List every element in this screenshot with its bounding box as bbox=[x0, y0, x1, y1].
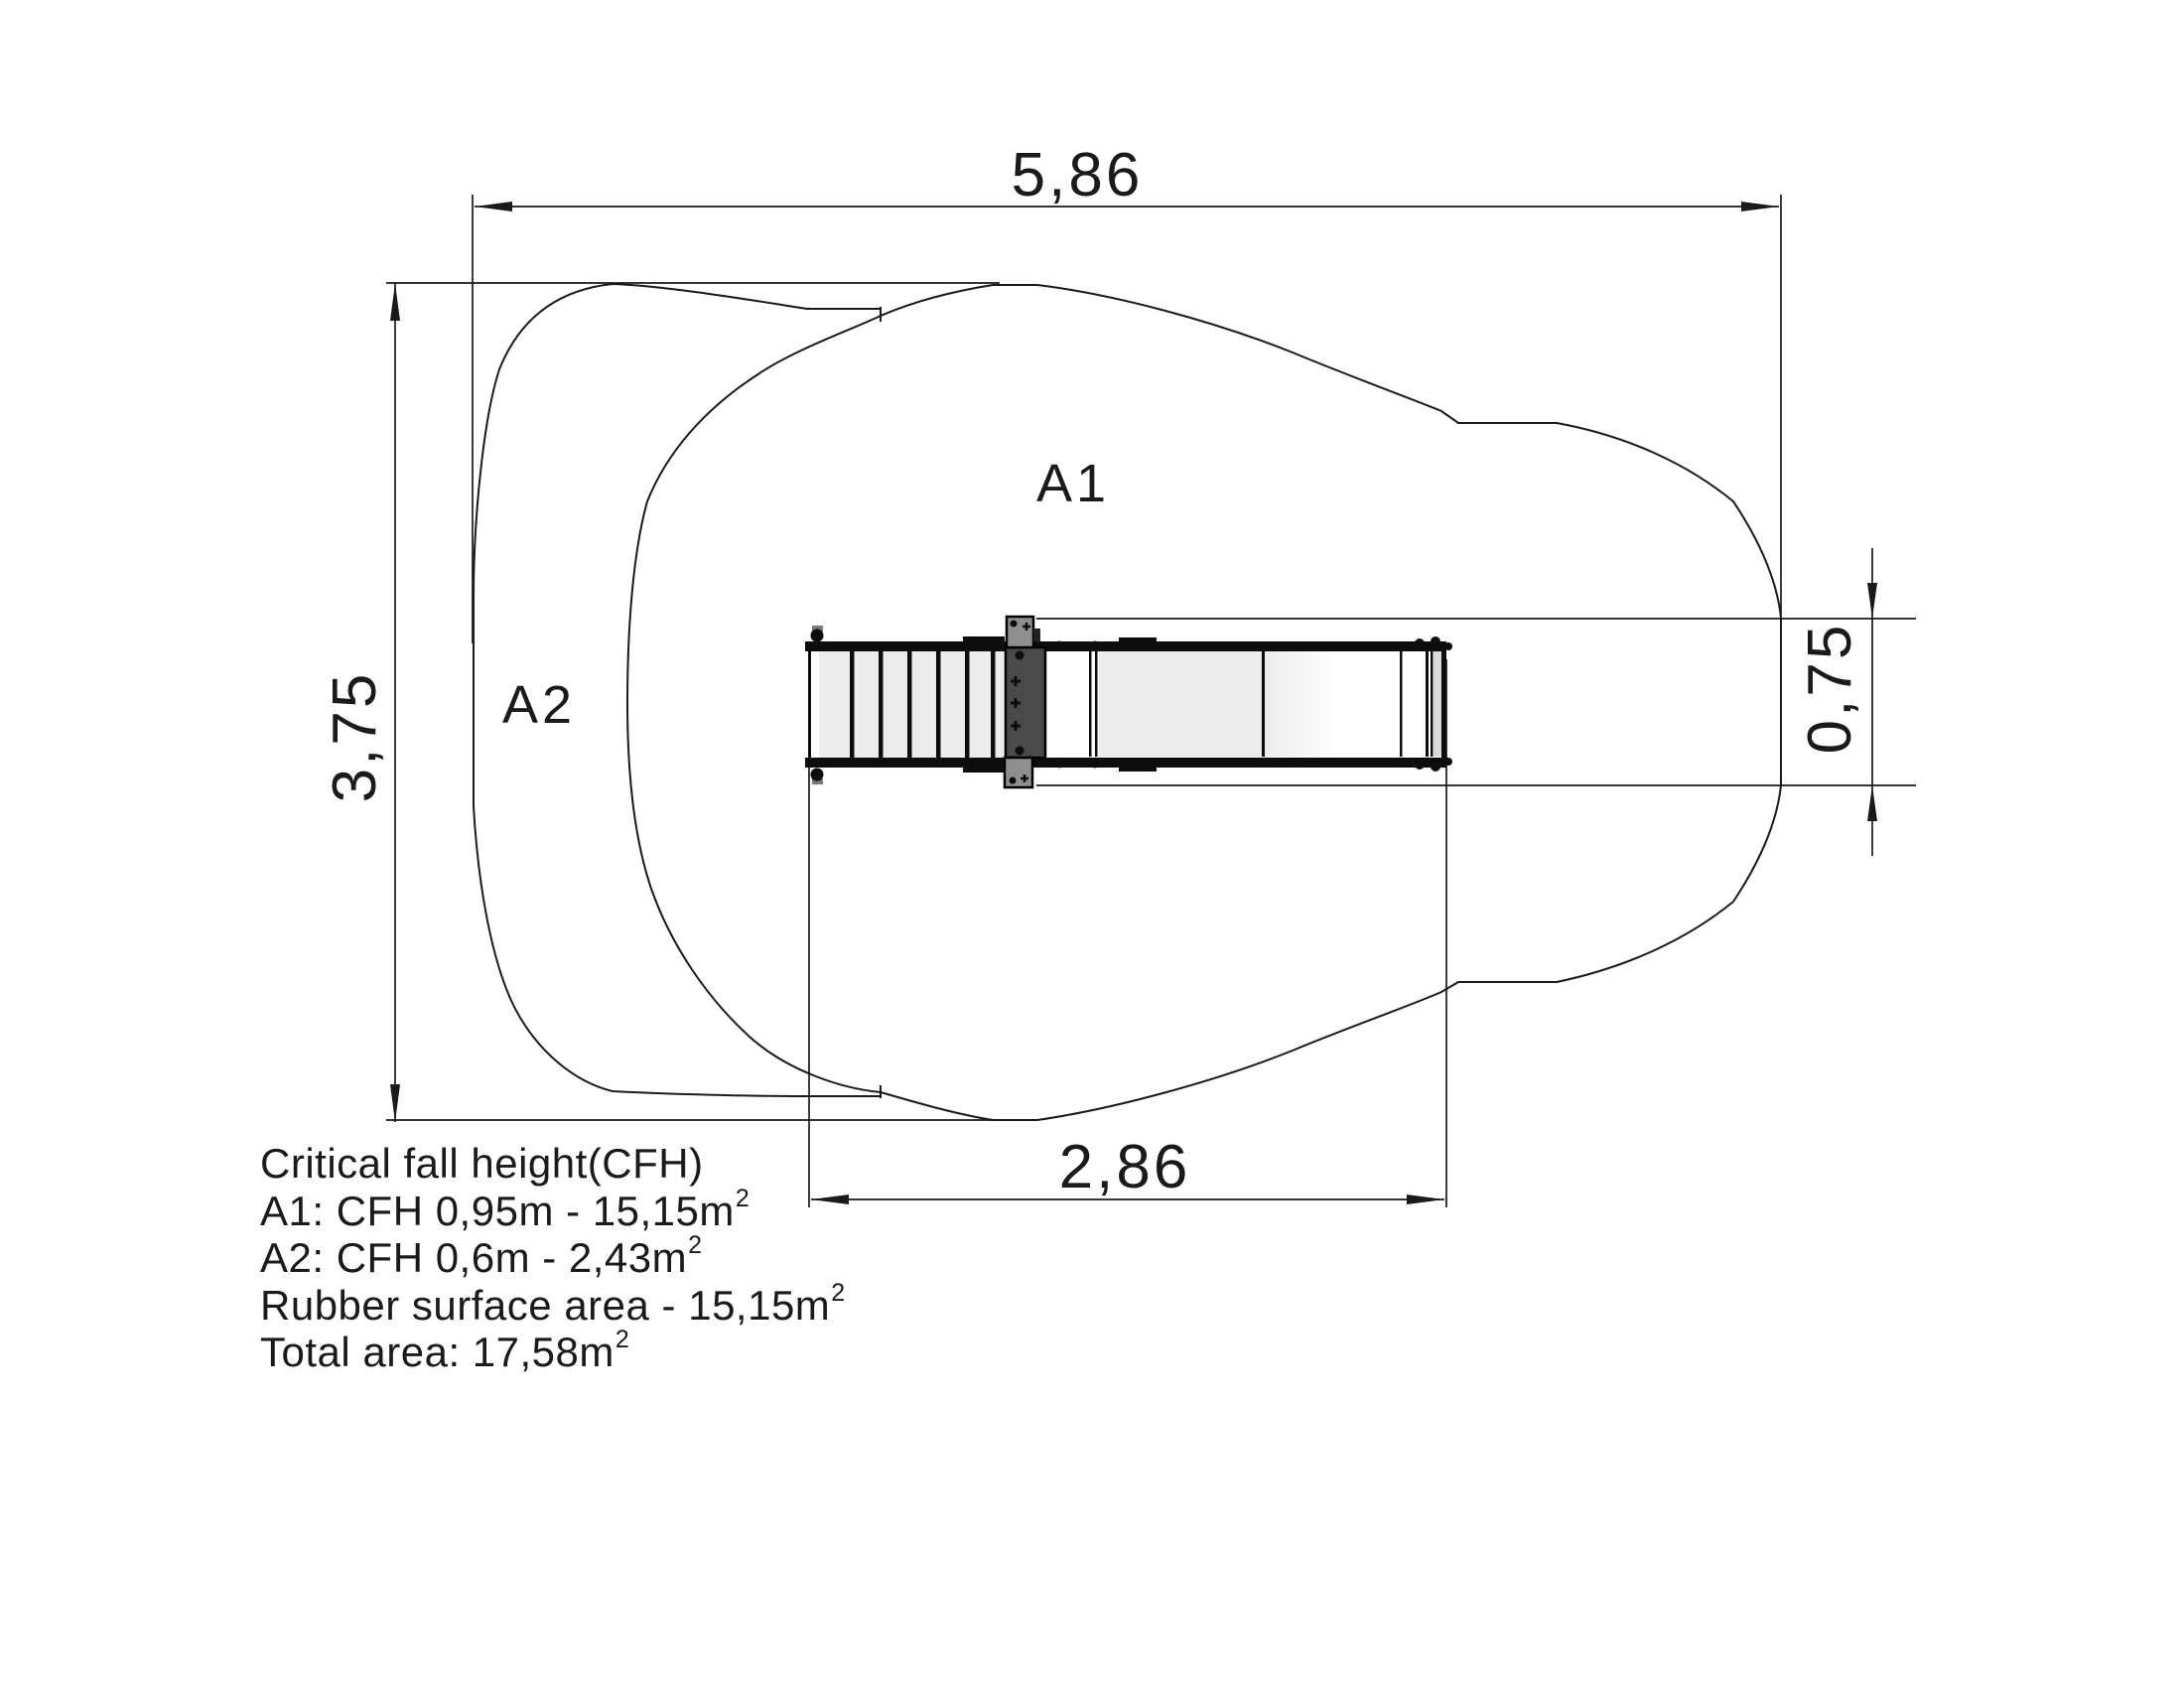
arrowhead-bottom bbox=[390, 1084, 400, 1122]
platform-bolt-bottom bbox=[1016, 747, 1024, 756]
superscript: 2 bbox=[614, 1326, 630, 1353]
arrowhead-right bbox=[1407, 1195, 1444, 1204]
note-line-total-area: Total area: $17,58m^2$ bbox=[260, 1326, 630, 1375]
cfh-notes-block bbox=[260, 1140, 846, 1376]
note-line-a2: A2: CFH $0,6m - 2,43m^2$ bbox=[260, 1231, 703, 1281]
rail-bottom bbox=[805, 758, 1446, 768]
dimension-value-zone-height: 3,75 bbox=[321, 670, 389, 803]
platform-bolt-top bbox=[1016, 651, 1024, 660]
dimension-value-equipment-length: 2,86 bbox=[1058, 1133, 1191, 1201]
note-line-title: Critical fall height(CFH) bbox=[260, 1140, 704, 1187]
superscript: 2 bbox=[735, 1184, 751, 1212]
arrowhead-bottom bbox=[1867, 785, 1877, 821]
zone-label-a1: A1 bbox=[1035, 454, 1111, 513]
ladder-end-bar bbox=[808, 642, 811, 768]
rail-top bbox=[805, 641, 1446, 651]
arrowhead-right bbox=[1741, 202, 1779, 211]
dimension-value-overall-width: 5,86 bbox=[1011, 141, 1144, 210]
superscript: 2 bbox=[688, 1231, 703, 1259]
zone-label-a2: A2 bbox=[501, 675, 577, 735]
dimension-overall-width bbox=[473, 141, 1781, 643]
slide-bed-gray bbox=[1099, 651, 1264, 757]
post-bracket-bottom bbox=[1005, 758, 1032, 787]
superscript: 2 bbox=[831, 1278, 846, 1307]
playground-equipment bbox=[805, 617, 1452, 787]
slide-bed-fade bbox=[1264, 651, 1333, 757]
arrowhead-left bbox=[475, 202, 512, 211]
dimension-value-slide-clearance: 0,75 bbox=[1796, 622, 1864, 755]
note-line-rubber-area: Rubber surface area - $15,15m^2$ bbox=[260, 1278, 846, 1329]
arrowhead-top bbox=[390, 283, 400, 321]
note-line-a1: A1: CFH $0,95m - 15,15m^2$ bbox=[260, 1184, 751, 1234]
ladder-bed bbox=[819, 651, 1006, 758]
arrowhead-top bbox=[1867, 583, 1877, 619]
